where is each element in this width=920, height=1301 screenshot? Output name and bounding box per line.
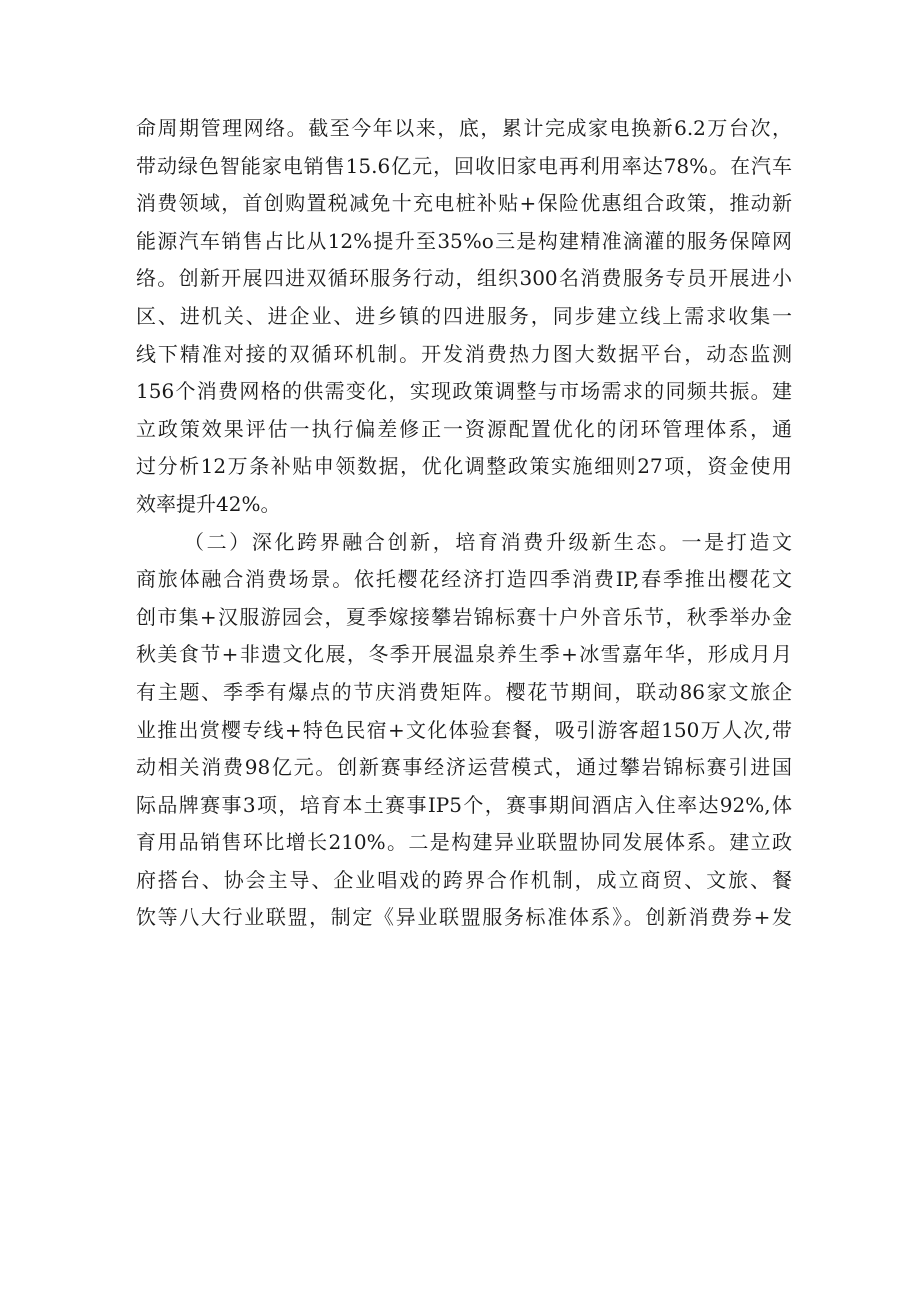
- text-line: 有主题、季季有爆点的节庆消费矩阵。樱花节期间，联动86家文旅企: [136, 679, 792, 704]
- text-line: 区、进机关、进企业、进乡镇的四进服务，同步建立线上需求收集一: [136, 303, 792, 328]
- paragraph-2: [136, 524, 792, 938]
- text-line: 命周期管理网络。截至今年以来，底，累计完成家电换新6.2万台次，: [136, 116, 792, 140]
- text-line: （二）深化跨界融合创新，培育消费升级新生态。一是打造文: [184, 529, 792, 554]
- text-line: 能源汽车销售占比从12%提升至35%o三是构建精准滴灌的服务保障网: [136, 228, 792, 253]
- text-line: 动相关消费98亿元。创新赛事经济运营模式，通过攀岩锦标赛引进国: [136, 755, 792, 780]
- text-line: 立政策效果评估一执行偏差修正一资源配置优化的闭环管理体系，通: [136, 416, 792, 441]
- text-line: 线下精准对接的双循环机制。开发消费热力图大数据平台，动态监测: [136, 341, 792, 366]
- text-line: 消费领域，首创购置税减免十充电桩补贴+保险优惠组合政策，推动新: [136, 191, 792, 216]
- text-line: 156个消费网格的供需变化，实现政策调整与市场需求的同频共振。建: [136, 379, 792, 404]
- text-line: 络。创新开展四进双循环服务行动，组织300名消费服务专员开展进小: [136, 266, 792, 291]
- text-line: 际品牌赛事3项，培育本土赛事IP5个，赛事期间酒店入住率达92%,体: [136, 792, 792, 817]
- text-line: 效率提升42%。: [136, 491, 281, 516]
- text-line: 创市集+汉服游园会，夏季嫁接攀岩锦标赛十户外音乐节，秋季举办金: [136, 604, 792, 629]
- text-line: 秋美食节+非遗文化展，冬季开展温泉养生季+冰雪嘉年华，形成月月: [136, 642, 792, 667]
- text-line: 业推出赏樱专线+特色民宿+文化体验套餐，吸引游客超150万人次,带: [136, 717, 792, 742]
- text-line: 府搭台、协会主导、企业唱戏的跨界合作机制，成立商贸、文旅、餐: [136, 867, 792, 892]
- document-body: [136, 110, 792, 937]
- text-line: 商旅体融合消费场景。依托樱花经济打造四季消费IP,春季推出樱花文: [136, 567, 792, 592]
- paragraph-1: [136, 110, 792, 524]
- text-line: 育用品销售环比增长210%。二是构建异业联盟协同发展体系。建立政: [136, 830, 792, 855]
- text-line: 过分析12万条补贴申领数据，优化调整政策实施细则27项，资金使用: [136, 454, 792, 479]
- text-line: 饮等八大行业联盟，制定《异业联盟服务标准体系》。创新消费券+发: [136, 905, 792, 930]
- text-line: 带动绿色智能家电销售15.6亿元，回收旧家电再利用率达78%。在汽车: [136, 153, 792, 178]
